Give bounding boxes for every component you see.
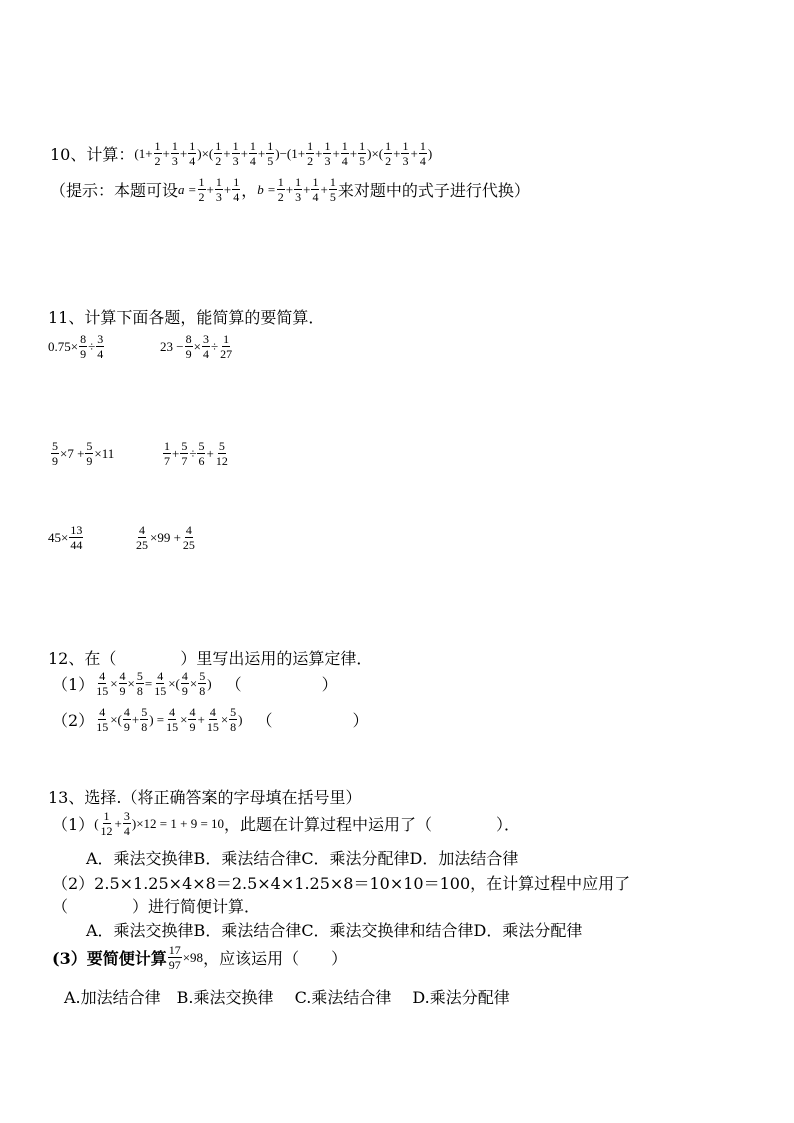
- q10-number: 10、计算：: [50, 145, 135, 164]
- fraction: $\frac{1}{3}$: [232, 139, 239, 168]
- fraction: $\frac{4}{15}$: [166, 705, 179, 734]
- q13-part-2: （2）2.5×1.25×4×8＝2.5×4×1.25×8＝10×10＝100，在计算过程中应用了: [52, 874, 631, 893]
- fraction: $\frac{4}{9}$: [119, 669, 126, 698]
- fraction: $\frac{8}{9}$: [80, 332, 87, 361]
- fraction: $\frac{1}{3}$: [324, 139, 331, 168]
- fraction: $\frac{1}{2}$: [385, 139, 392, 168]
- q13-part-3: (3）要简便计算 $\frac{17}{97}$ ×98 ，应该运用（ ）: [52, 943, 348, 972]
- fraction: $\frac{1}{4}$: [312, 175, 319, 204]
- fraction: $\frac{3}{4}$: [97, 332, 104, 361]
- q12-item-2: （2） $\frac{4}{15}$ ×( $\frac{4}{9}$ + $\frac{5}{8}$ ) = $\frac{4}{15}$ × $\frac{4}{9}$ + $\frac{4}{15}$ × $\frac{5}{8}$ ) （ ）: [52, 705, 369, 734]
- fraction: $\frac{1}{27}$: [220, 332, 233, 361]
- q11-expr-6: $\frac{4}{25}$ ×99 + $\frac{4}{25}$: [136, 523, 195, 552]
- fraction: $\frac{4}{25}$: [182, 523, 195, 552]
- fraction: $\frac{1}{3}$: [171, 139, 178, 168]
- answer-blank[interactable]: （ ）: [225, 675, 338, 694]
- q13-part-2-options: A．乘法交换律B．乘法结合律C．乘法交换律和结合律D．乘法分配律: [86, 921, 583, 940]
- fraction: $\frac{1}{12}$: [100, 809, 113, 838]
- fraction: $\frac{1}{4}$: [419, 139, 426, 168]
- q13-part-1: （1） ( $\frac{1}{12}$ + $\frac{3}{4}$ )×12 = 1 + 9 = 10 ，此题在计算过程中运用了（ ）．: [52, 809, 521, 838]
- fraction: $\frac{1}{3}$: [215, 175, 222, 204]
- fraction: $\frac{1}{2}$: [154, 139, 161, 168]
- fraction: $\frac{4}{15}$: [96, 705, 109, 734]
- fraction: $\frac{5}{9}$: [86, 439, 93, 468]
- fraction: $\frac{1}{5}$: [267, 139, 274, 168]
- fraction: $\frac{13}{44}$: [70, 523, 83, 552]
- q13-part-1-options: A．乘法交换律B．乘法结合律C．乘法分配律D．加法结合律: [86, 849, 519, 868]
- fraction: $\frac{1}{5}$: [359, 139, 366, 168]
- q10-hint: （提示：本题可设 a = $\frac{1}{2}$ + $\frac{1}{3}$ + $\frac{1}{4}$ ， b = $\frac{1}{2}$ + $\frac{1}{3}$ + $\frac{1}{4}$ + $\frac{1}{5}$ 来对题中的式子进行代换）: [50, 175, 530, 204]
- fraction: $\frac{1}{3}$: [295, 175, 302, 204]
- fraction: $\frac{1}{3}$: [402, 139, 409, 168]
- q11-expr-1: 0.75× $\frac{8}{9}$ ÷ $\frac{3}{4}$: [48, 332, 104, 361]
- answer-blank[interactable]: （ ）: [256, 711, 369, 730]
- fraction: $\frac{5}{7}$: [181, 439, 188, 468]
- fraction: $\frac{5}{12}$: [215, 439, 228, 468]
- fraction: $\frac{1}{4}$: [341, 139, 348, 168]
- fraction: $\frac{5}{8}$: [136, 669, 143, 698]
- q12-item-1: （1） $\frac{4}{15}$ × $\frac{4}{9}$ × $\frac{5}{8}$ = $\frac{4}{15}$ ×( $\frac{4}{9}$ × $\frac{5}{8}$ ) （ ）: [52, 669, 338, 698]
- q11-expr-4: $\frac{1}{7}$ + $\frac{5}{7}$ ÷ $\frac{5}{6}$ + $\frac{5}{12}$: [164, 439, 228, 468]
- fraction: $\frac{1}{4}$: [233, 175, 240, 204]
- fraction: $\frac{5}{8}$: [141, 705, 148, 734]
- fraction: $\frac{1}{4}$: [189, 139, 196, 168]
- fraction: $\frac{1}{2}$: [215, 139, 222, 168]
- q11-expr-5: 45× $\frac{13}{44}$: [48, 523, 83, 552]
- fraction: $\frac{4}{15}$: [96, 669, 109, 698]
- q11-expr-3: $\frac{5}{9}$ ×7 + $\frac{5}{9}$ ×11: [52, 439, 115, 468]
- fraction: $\frac{4}{25}$: [136, 523, 148, 552]
- fraction: $\frac{5}{6}$: [198, 439, 205, 468]
- q11-title: 11、计算下面各题，能简算的要简算．: [48, 308, 325, 327]
- q10-line: [50, 140, 432, 167]
- fraction: $\frac{1}{7}$: [164, 439, 170, 468]
- fraction: $\frac{1}{5}$: [329, 175, 336, 204]
- q11-expr-2: 23 − $\frac{8}{9}$ × $\frac{3}{4}$ ÷ $\frac{1}{27}$: [160, 332, 233, 361]
- fraction: $\frac{3}{4}$: [123, 809, 130, 838]
- q13-title: 13、选择.（将正确答案的字母填在括号里）: [48, 788, 362, 807]
- fraction: $\frac{5}{8}$: [199, 669, 206, 698]
- fraction: $\frac{4}{9}$: [123, 705, 130, 734]
- q13-part-3-options: A.加法结合律 B.乘法交换律 C.乘法结合律 D.乘法分配律: [64, 988, 510, 1007]
- q12-title: 12、在（ ）里写出运用的运算定律．: [48, 649, 373, 668]
- fraction: $\frac{8}{9}$: [185, 332, 192, 361]
- fraction: $\frac{4}{15}$: [154, 669, 167, 698]
- fraction: $\frac{3}{4}$: [202, 332, 209, 361]
- q10-expression: (1+ $\frac{1}{2}$ + $\frac{1}{3}$ + $\frac{1}{4}$ )×( $\frac{1}{2}$ + $\frac{1}{3}$ + $\frac{1}{4}$ + $\frac{1}{5}$ )−(1+ $\frac{1}{2}$ + $\frac{1}{3}$ + $\frac{1}{4}$ + $\frac{1}{5}$ )×( $\frac{1}{2}$ + $\frac{1}{3}$ + $\frac{1}{4}$ ): [134, 139, 433, 168]
- fraction: $\frac{17}{97}$: [168, 943, 181, 972]
- fraction: $\frac{4}{9}$: [189, 705, 196, 734]
- fraction: $\frac{5}{8}$: [230, 705, 237, 734]
- fraction: $\frac{1}{2}$: [198, 175, 205, 204]
- q13-part-2-cont: （ ）进行简便计算．: [52, 897, 261, 916]
- fraction: $\frac{1}{4}$: [249, 139, 256, 168]
- fraction: $\frac{4}{15}$: [206, 705, 219, 734]
- fraction: $\frac{5}{9}$: [52, 439, 58, 468]
- fraction: $\frac{1}{2}$: [277, 175, 284, 204]
- fraction: $\frac{4}{9}$: [181, 669, 188, 698]
- fraction: $\frac{1}{2}$: [307, 139, 314, 168]
